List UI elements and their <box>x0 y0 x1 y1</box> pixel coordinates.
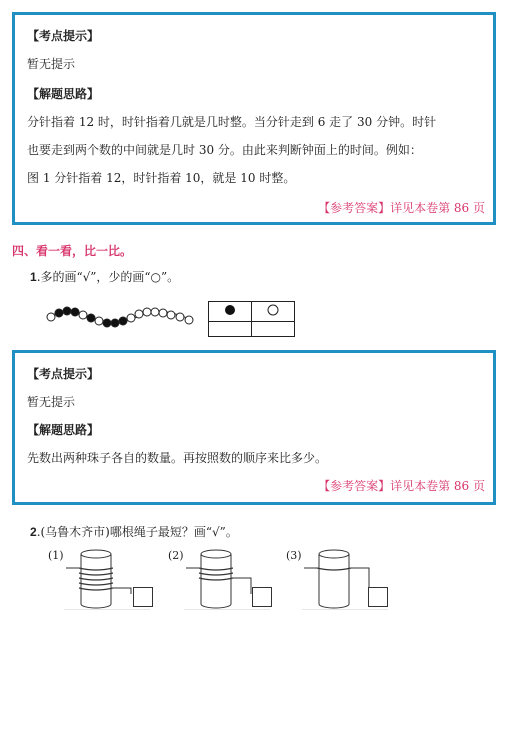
question-text: .多的画“√”，少的画“○”。 <box>36 270 180 284</box>
hint-text: 暂无提示 <box>27 57 76 71</box>
solution-line-1: 分针指着 12 时，时针指着几就是几时整。当分针走到 6 走了 30 分钟。时针 <box>27 115 437 129</box>
solution-line: 先数出两种珠子各自的数量。再按照数的顺序来比多少。 <box>27 451 328 465</box>
hint-heading: 【考点提示】 <box>27 29 100 43</box>
rope-end <box>351 568 369 594</box>
white-bead-header <box>252 302 295 322</box>
option-label-3: (3) <box>286 549 302 562</box>
rope-end <box>233 578 251 594</box>
answer-box-1[interactable] <box>133 587 153 607</box>
question-1 <box>30 268 179 285</box>
hint-box-1 <box>12 12 496 225</box>
section-title: 四、看一看，比一比。 <box>12 244 133 258</box>
answer-box-3[interactable] <box>368 587 388 607</box>
question-text: .(乌鲁木齐市)哪根绳子最短？画“√”。 <box>36 525 238 539</box>
question-number: 2 <box>30 525 37 539</box>
question-2 <box>30 523 238 540</box>
solution-heading: 【解题思路】 <box>27 423 100 437</box>
solution-line-2: 也要走到两个数的中间就是几时 30 分。由此来判断钟面上的时间。例如： <box>27 143 422 157</box>
hint-heading: 【考点提示】 <box>27 367 100 381</box>
answer-reference[interactable]: 【参考答案】详见本卷第 86 页 <box>318 479 485 493</box>
white-bead-icon <box>268 305 278 315</box>
option-label-2: (2) <box>168 549 184 562</box>
hint-box-2 <box>12 350 496 505</box>
hint-text: 暂无提示 <box>27 395 76 409</box>
solution-heading: 【解题思路】 <box>27 87 100 101</box>
black-bead-icon <box>225 305 235 315</box>
black-bead-header <box>209 302 252 322</box>
rope-end <box>113 588 131 594</box>
question-number: 1 <box>30 270 37 284</box>
option-label-1: (1) <box>48 549 64 562</box>
black-bead-answer-cell[interactable] <box>209 322 252 337</box>
comparison-table <box>208 301 295 337</box>
answer-reference[interactable]: 【参考答案】详见本卷第 86 页 <box>318 201 485 215</box>
answer-box-2[interactable] <box>252 587 272 607</box>
bead-string-figure <box>44 302 196 332</box>
white-bead-answer-cell[interactable] <box>252 322 295 337</box>
solution-line-3: 图 1 分针指着 12，时针指着 10，就是 10 时整。 <box>27 171 296 185</box>
